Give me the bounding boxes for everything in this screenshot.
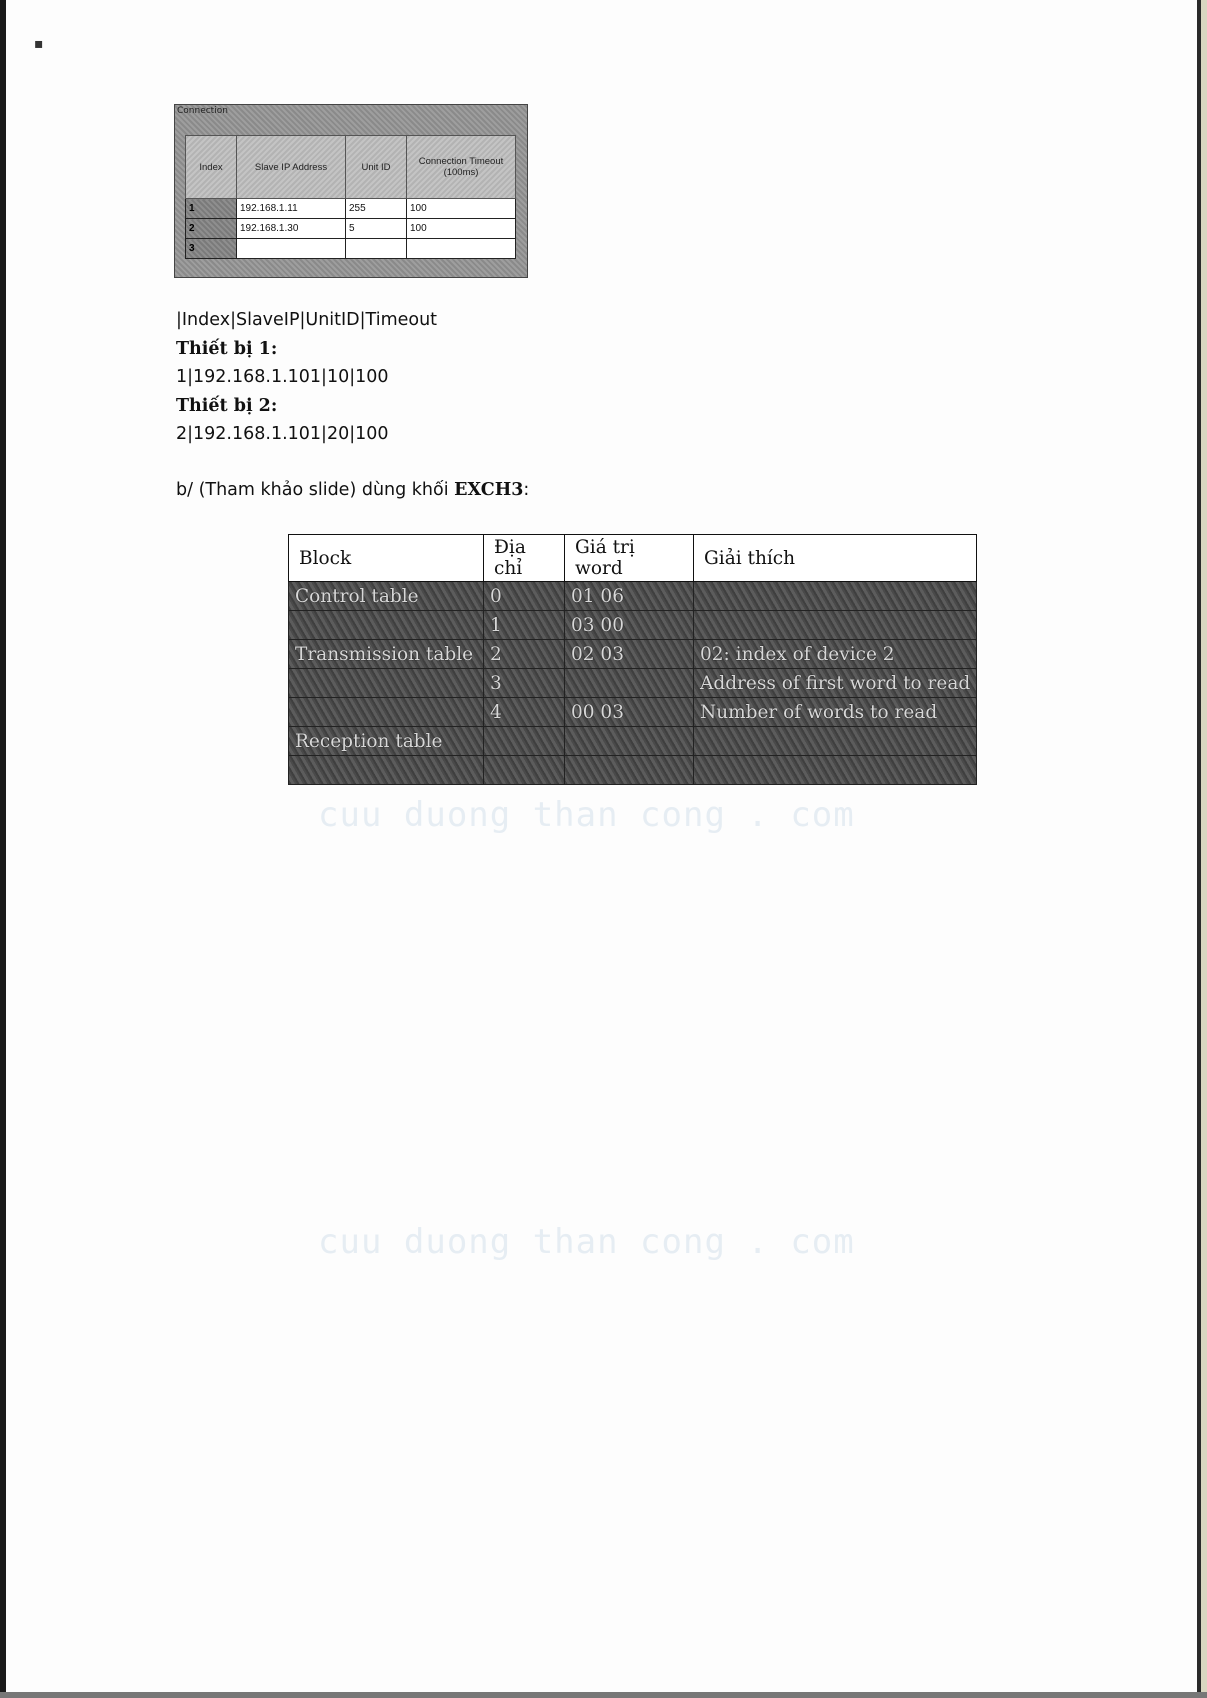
exch3-cell-word (565, 756, 694, 785)
exch3-cell-word: 00 03 (565, 698, 694, 727)
config-header-row (186, 136, 516, 199)
exch3-cell-block (289, 756, 484, 785)
config-cell-timeout: 100 (407, 199, 516, 219)
paragraph-b-keyword: EXCH3 (454, 480, 524, 500)
exch3-cell-block (289, 698, 484, 727)
connection-config-screenshot (174, 104, 528, 278)
exch3-header-row (289, 535, 977, 582)
config-row (186, 239, 516, 259)
device2-value: 2|192.168.1.101|20|100 (176, 424, 389, 444)
exch3-header-explanation: Giải thích (694, 535, 977, 582)
scan-border-bottom (0, 1692, 1207, 1698)
exch3-cell-address: 3 (484, 669, 565, 698)
connection-config-table (185, 135, 516, 259)
exch3-cell-block: Control table (289, 582, 484, 611)
config-header-ip: Slave IP Address (237, 136, 346, 199)
table-row (289, 611, 977, 640)
exch3-header-block: Block (289, 535, 484, 582)
exch3-cell-explanation: Address of first word to read (694, 669, 977, 698)
exch3-cell-explanation: 02: index of device 2 (694, 640, 977, 669)
exch3-cell-block: Reception table (289, 727, 484, 756)
config-cell-index: 1 (186, 199, 237, 219)
config-cell-timeout: 100 (407, 219, 516, 239)
paragraph-b-prefix: b/ (Tham khảo slide) dùng khối (176, 480, 455, 500)
exch3-cell-address: 4 (484, 698, 565, 727)
exch3-cell-address (484, 756, 565, 785)
config-row (186, 219, 516, 239)
format-header-line: |Index|SlaveIP|UnitID|Timeout (176, 310, 438, 330)
scan-border-right-tint (1201, 0, 1207, 1698)
table-row (289, 669, 977, 698)
table-row (289, 727, 977, 756)
device1-value: 1|192.168.1.101|10|100 (176, 367, 389, 387)
table-row (289, 640, 977, 669)
config-cell-ip: 192.168.1.30 (237, 219, 346, 239)
config-cell-index: 3 (186, 239, 237, 259)
exch3-cell-explanation (694, 727, 977, 756)
exch3-cell-address: 2 (484, 640, 565, 669)
config-header-index: Index (186, 136, 237, 199)
exch3-cell-word: 02 03 (565, 640, 694, 669)
config-cell-ip (237, 239, 346, 259)
table-row (289, 756, 977, 785)
config-row (186, 199, 516, 219)
exch3-cell-word: 01 06 (565, 582, 694, 611)
exch3-cell-word (565, 669, 694, 698)
paragraph-b-suffix: : (523, 480, 530, 500)
config-title: Connection (177, 106, 228, 116)
device2-label: Thiết bị 2: (176, 395, 278, 416)
table-row (289, 698, 977, 727)
exch3-cell-word (565, 727, 694, 756)
paragraph-b (176, 480, 529, 500)
config-cell-index: 2 (186, 219, 237, 239)
exch3-header-address: Địa chỉ (484, 535, 565, 582)
exch3-cell-explanation: Number of words to read (694, 698, 977, 727)
exch3-cell-block: Transmission table (289, 640, 484, 669)
exch3-cell-explanation (694, 582, 977, 611)
device-list (176, 306, 437, 449)
config-cell-ip: 192.168.1.11 (237, 199, 346, 219)
exch3-cell-word: 03 00 (565, 611, 694, 640)
exch3-header-word-value: Giá trị word (565, 535, 694, 582)
watermark-bottom: cuu duong than cong . com (318, 1222, 855, 1262)
exch3-cell-block (289, 611, 484, 640)
exch3-cell-address: 0 (484, 582, 565, 611)
scan-speck: ▪ (34, 36, 44, 52)
config-header-timeout: Connection Timeout (100ms) (407, 136, 516, 199)
config-cell-unit (346, 239, 407, 259)
config-header-unit: Unit ID (346, 136, 407, 199)
exch3-table (288, 534, 977, 785)
exch3-cell-address (484, 727, 565, 756)
config-cell-unit: 5 (346, 219, 407, 239)
device1-label: Thiết bị 1: (176, 338, 278, 359)
scan-border-left (0, 0, 6, 1698)
config-cell-timeout (407, 239, 516, 259)
exch3-cell-explanation (694, 611, 977, 640)
exch3-cell-explanation (694, 756, 977, 785)
config-cell-unit: 255 (346, 199, 407, 219)
watermark-top: cuu duong than cong . com (318, 795, 855, 835)
table-row (289, 582, 977, 611)
exch3-cell-block (289, 669, 484, 698)
exch3-cell-address: 1 (484, 611, 565, 640)
